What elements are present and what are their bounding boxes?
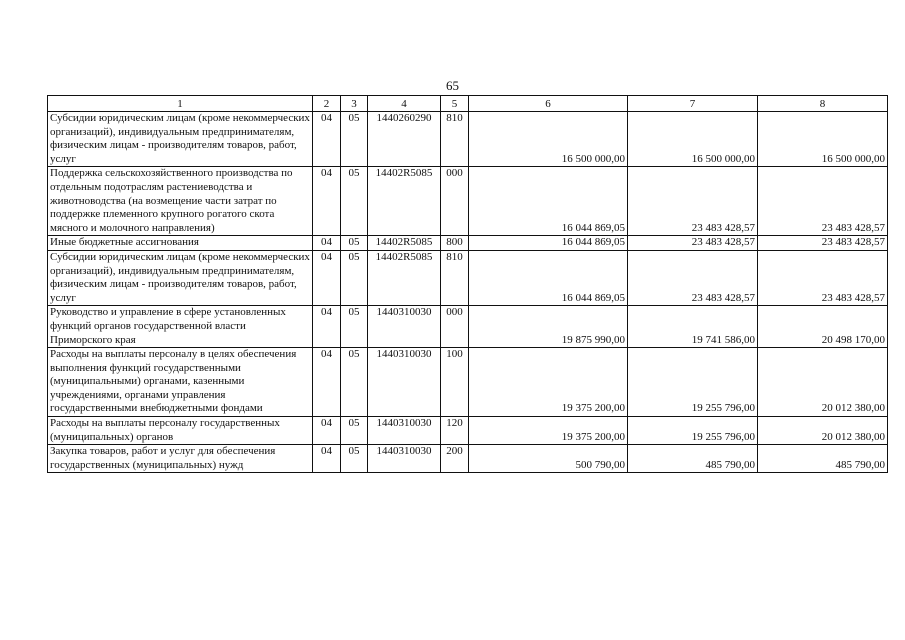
amount-col8: 20 012 380,00 [758,348,888,417]
subsection-code: 05 [341,236,368,251]
amount-col6: 16 044 869,05 [469,250,628,305]
column-header: 7 [628,96,758,112]
row-name: Руководство и управление в сфере установленных функций органов государственной власти Приморского края [48,306,313,348]
column-header: 5 [441,96,469,112]
amount-col8: 23 483 428,57 [758,236,888,251]
amount-col7: 485 790,00 [628,445,758,473]
header-row [48,96,888,112]
amount-col7: 23 483 428,57 [628,236,758,251]
table-row [48,250,888,305]
expense-type-code: 810 [441,112,469,167]
amount-col8: 20 012 380,00 [758,417,888,445]
target-article-code: 1440310030 [368,348,441,417]
target-article-code: 1440310030 [368,417,441,445]
expense-type-code: 000 [441,306,469,348]
target-article-code: 14402R5085 [368,167,441,236]
amount-col8: 20 498 170,00 [758,306,888,348]
page-number: 65 [446,78,459,93]
target-article-code: 1440310030 [368,445,441,473]
row-name: Расходы на выплаты персоналу государственных (муниципальных) органов [48,417,313,445]
row-name: Закупка товаров, работ и услуг для обеспечения государственных (муниципальных) нужд [48,445,313,473]
subsection-code: 05 [341,348,368,417]
target-article-code: 1440310030 [368,306,441,348]
row-name: Субсидии юридическим лицам (кроме некоммерческих организаций), индивидуальным предпринимателям, физическим лицам - производителям товаров, работ, услуг [48,250,313,305]
table-row [48,236,888,251]
subsection-code: 05 [341,112,368,167]
amount-col8: 16 500 000,00 [758,112,888,167]
table-row [48,112,888,167]
section-code: 04 [313,236,341,251]
table-row [48,417,888,445]
amount-col8: 23 483 428,57 [758,250,888,305]
amount-col7: 19 255 796,00 [628,417,758,445]
row-name: Расходы на выплаты персоналу в целях обеспечения выполнения функций государственными (муниципальными) органами, казенными учреждениями, органами управления государственными внебюджетными фондами [48,348,313,417]
row-name: Субсидии юридическим лицам (кроме некоммерческих организаций), индивидуальным предпринимателям, физическим лицам - производителям товаров, работ, услуг [48,112,313,167]
section-code: 04 [313,348,341,417]
table-row [48,306,888,348]
subsection-code: 05 [341,167,368,236]
expense-type-code: 000 [441,167,469,236]
section-code: 04 [313,445,341,473]
column-header: 3 [341,96,368,112]
subsection-code: 05 [341,417,368,445]
column-header: 4 [368,96,441,112]
target-article-code: 14402R5085 [368,236,441,251]
subsection-code: 05 [341,306,368,348]
expense-type-code: 120 [441,417,469,445]
column-header: 2 [313,96,341,112]
table-row [48,167,888,236]
expense-type-code: 800 [441,236,469,251]
expense-type-code: 200 [441,445,469,473]
amount-col7: 19 741 586,00 [628,306,758,348]
target-article-code: 1440260290 [368,112,441,167]
subsection-code: 05 [341,250,368,305]
subsection-code: 05 [341,445,368,473]
amount-col6: 16 044 869,05 [469,167,628,236]
table-row [48,348,888,417]
amount-col8: 485 790,00 [758,445,888,473]
amount-col7: 19 255 796,00 [628,348,758,417]
column-header: 6 [469,96,628,112]
column-header: 8 [758,96,888,112]
amount-col7: 23 483 428,57 [628,167,758,236]
section-code: 04 [313,167,341,236]
expense-type-code: 810 [441,250,469,305]
row-name: Иные бюджетные ассигнования [48,236,313,251]
section-code: 04 [313,306,341,348]
amount-col7: 23 483 428,57 [628,250,758,305]
section-code: 04 [313,112,341,167]
section-code: 04 [313,250,341,305]
amount-col7: 16 500 000,00 [628,112,758,167]
amount-col8: 23 483 428,57 [758,167,888,236]
column-header: 1 [48,96,313,112]
amount-col6: 16 044 869,05 [469,236,628,251]
amount-col6: 19 375 200,00 [469,417,628,445]
amount-col6: 19 875 990,00 [469,306,628,348]
section-code: 04 [313,417,341,445]
budget-table [47,95,888,473]
amount-col6: 500 790,00 [469,445,628,473]
expense-type-code: 100 [441,348,469,417]
target-article-code: 14402R5085 [368,250,441,305]
row-name: Поддержка сельскохозяйственного производства по отдельным подотраслям растениеводства и животноводства (на возмещение части затрат по поддержке племенного крупного рогатого скота мясного и молочного направления) [48,167,313,236]
amount-col6: 19 375 200,00 [469,348,628,417]
table-row [48,445,888,473]
amount-col6: 16 500 000,00 [469,112,628,167]
